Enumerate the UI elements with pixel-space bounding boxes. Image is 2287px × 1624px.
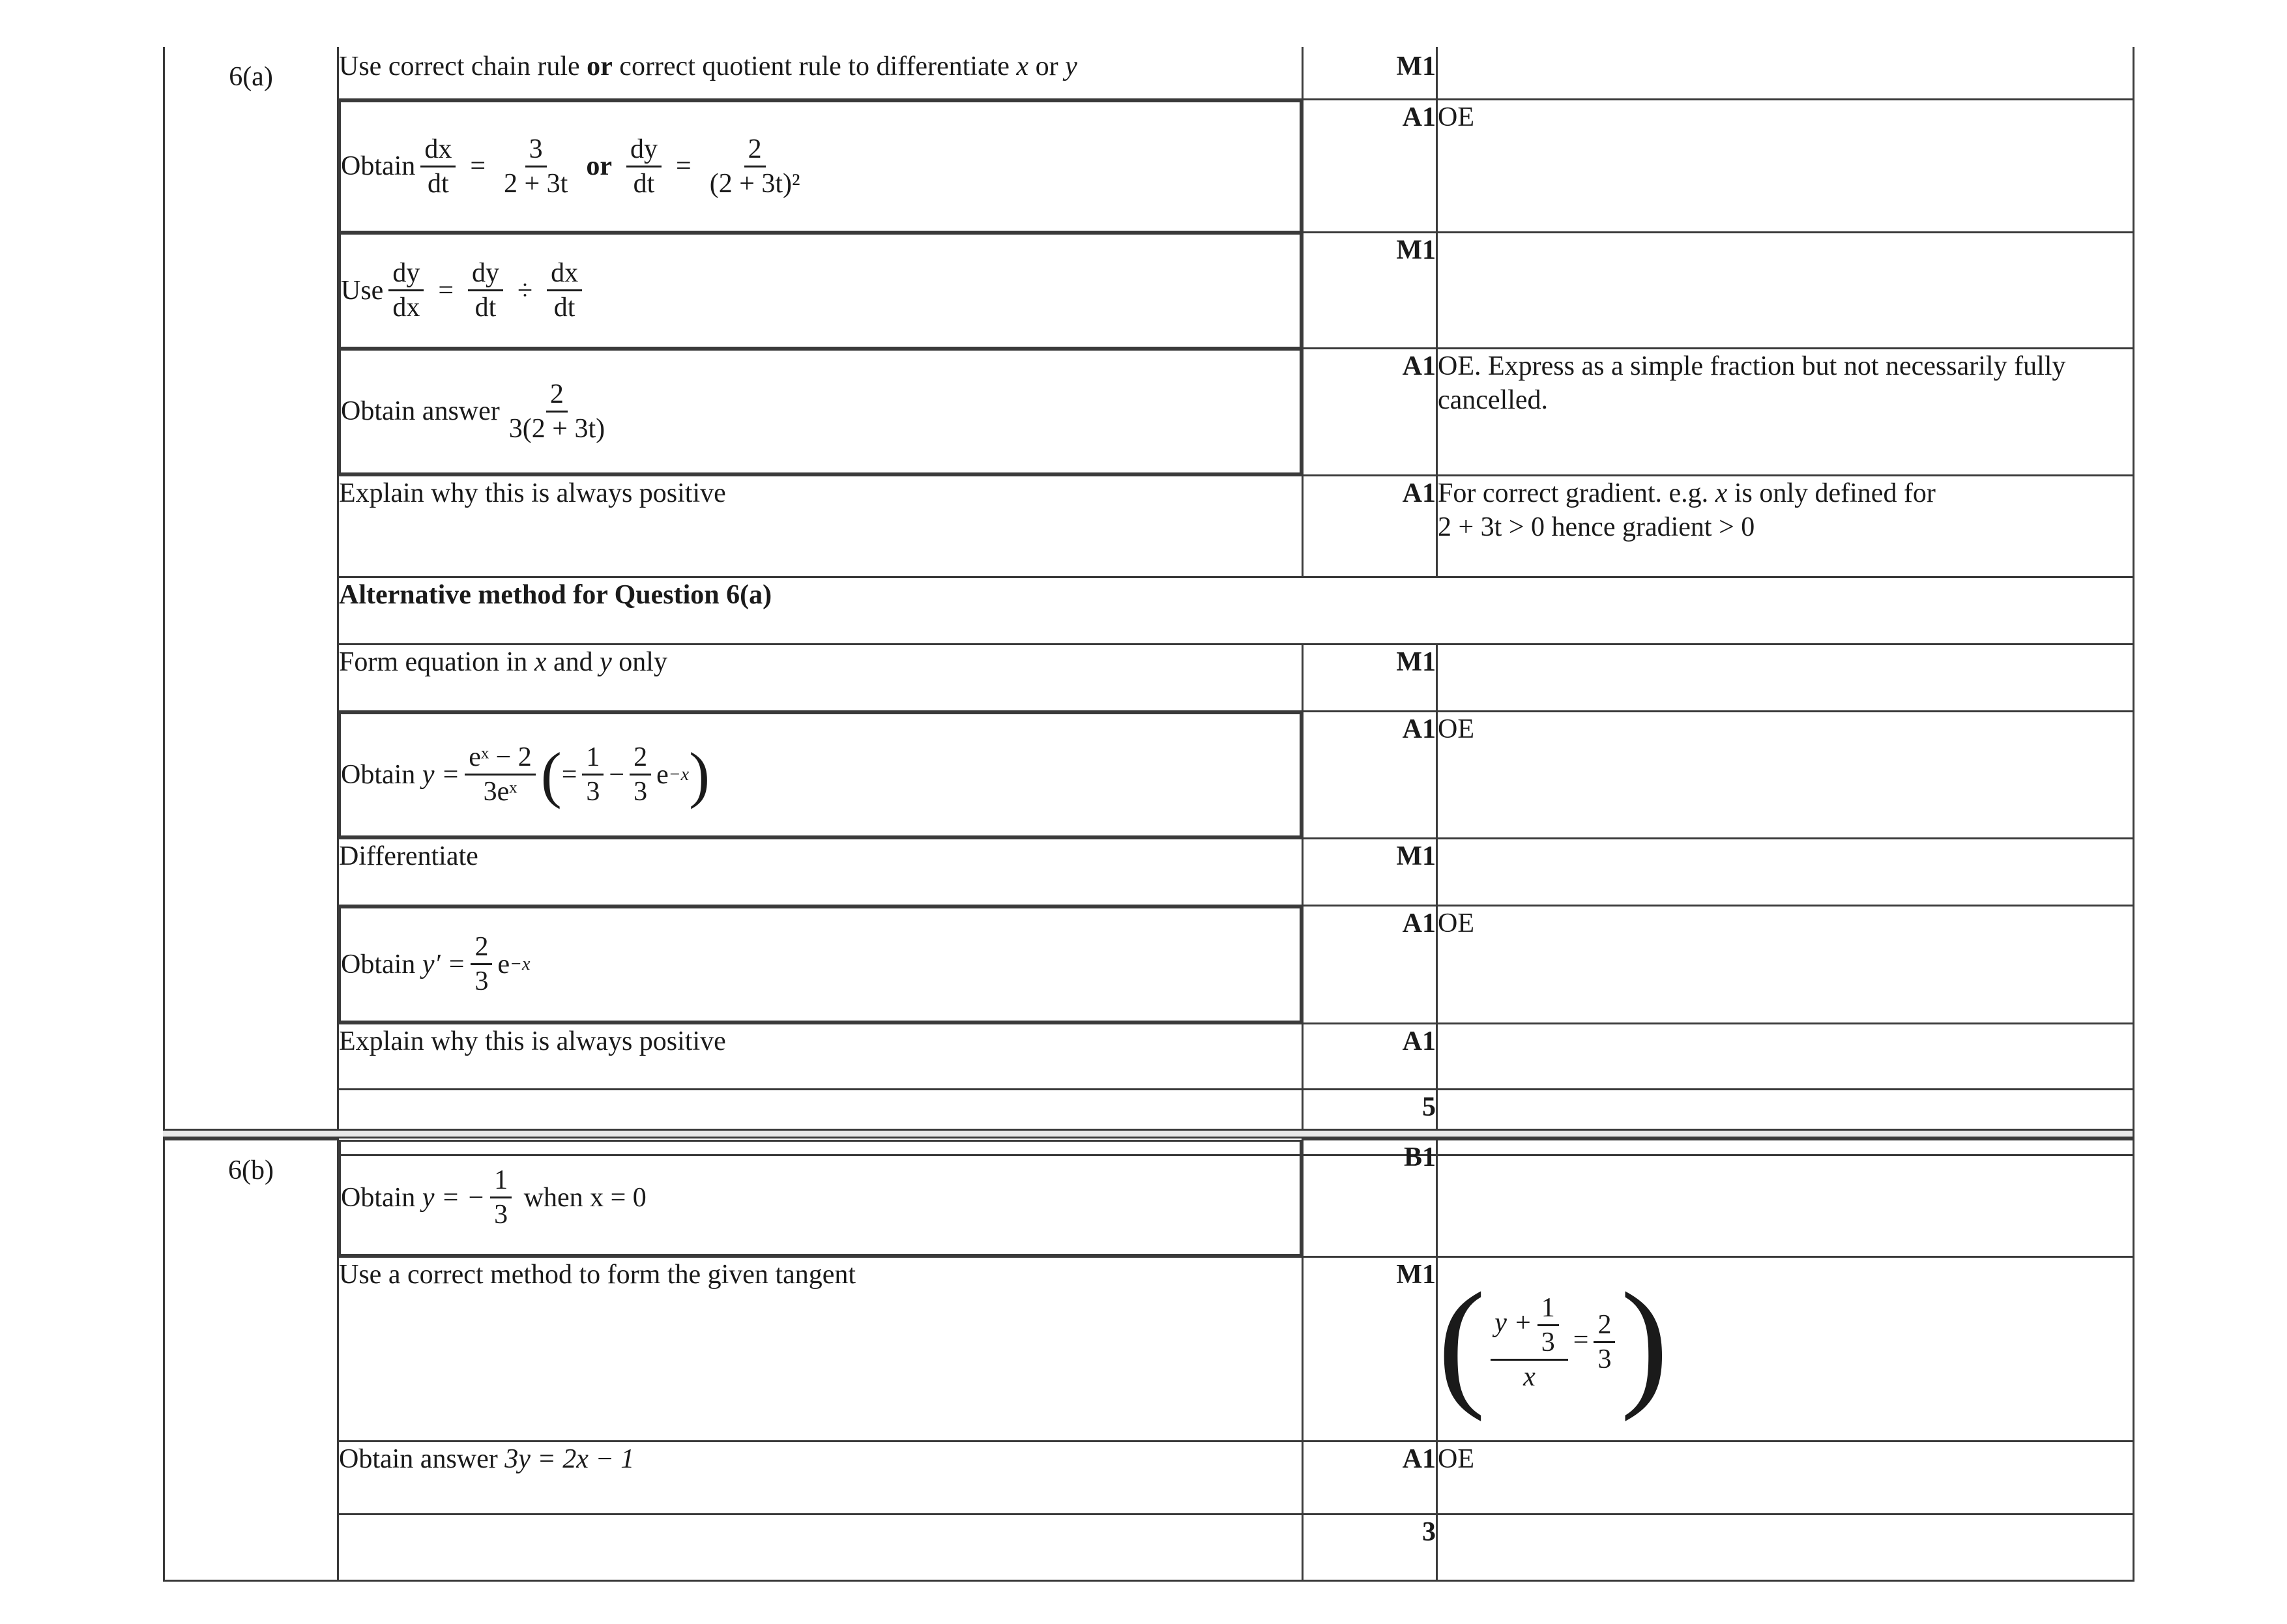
total-marks: 5 — [1303, 1089, 1437, 1155]
guidance-cell: OE — [1437, 1441, 2134, 1514]
table-row — [164, 1023, 2134, 1089]
guidance-cell — [1437, 1023, 2134, 1089]
fraction-2-over-squared: $\frac{2}{\text{(2 + 3t)²}}$ — [709, 134, 800, 199]
guidance-cell: OE — [1437, 99, 2134, 233]
mark-cell: A1 — [1303, 349, 1437, 476]
mark-cell: A1 — [1303, 905, 1437, 1023]
mark-cell: A1 — [1303, 1441, 1437, 1514]
table-row — [164, 711, 2134, 838]
mark-cell: M1 — [1303, 233, 1437, 349]
fraction-tangent-gradient: y + $\frac{1}{3}$ x — [1491, 1292, 1567, 1393]
mark-scheme-table-6b — [163, 1138, 2134, 1582]
question-separator — [163, 1129, 2133, 1138]
fraction-alt-y: $\frac{\text{eˣ − 2}}{\text{3eˣ}}$ — [465, 741, 535, 808]
working-cell — [338, 1514, 1303, 1580]
mark-cell: B1 — [1303, 1140, 1437, 1257]
working-cell: Obtain y′ = $\frac{2}{3}$ e −x — [339, 906, 1302, 1022]
table-row — [164, 1256, 2134, 1441]
table-row — [164, 1441, 2134, 1514]
fraction-3-over: $\frac{3}{2 + 3t}$ — [504, 134, 568, 199]
working-cell: Use a correct method to form the given tangent — [338, 1256, 1303, 1441]
mark-cell: M1 — [1303, 838, 1437, 905]
working-cell: Obtain answer 2 3(2 + 3t) — [339, 349, 1302, 474]
table-row — [164, 233, 2134, 349]
working-cell: Use correct chain rule or correct quotient rule to differentiate x or y — [338, 47, 1303, 99]
mark-cell: A1 — [1303, 1023, 1437, 1089]
mark-cell: A1 — [1303, 711, 1437, 838]
mark-cell: M1 — [1303, 47, 1437, 99]
question-label: 6(b) — [164, 1140, 338, 1581]
table-row — [164, 838, 2134, 905]
table-row — [164, 47, 2134, 99]
working-cell: Use $\frac{dy}{dx}$ = $\frac{dy}{dt}$ ÷ $\frac{dx}{dt}$ — [339, 233, 1302, 349]
alternative-method-heading: Alternative method for Question 6(a) — [338, 577, 2134, 644]
table-row — [164, 99, 2134, 233]
guidance-cell: For correct gradient. e.g. x is only defined for 2 + 3t > 0 hence gradient > 0 — [1437, 475, 2134, 577]
working-cell: Obtain y = − $\frac{1}{3}$ when x = 0 — [339, 1140, 1302, 1256]
guidance-cell — [1437, 1514, 2134, 1580]
fraction-dy-dt: $\frac{dy}{dt}$ — [626, 133, 662, 200]
guidance-cell: OE. Express as a simple fraction but not necessarily fully cancelled. — [1437, 349, 2134, 476]
working-cell: Explain why this is always positive — [338, 1023, 1303, 1089]
guidance-cell — [1437, 644, 2134, 711]
guidance-cell — [1437, 1140, 2134, 1257]
fraction-answer: 2 3(2 + 3t) — [508, 379, 605, 444]
fraction-dx-dt: $\frac{dx}{dt}$ — [547, 257, 582, 324]
guidance-cell: OE — [1437, 711, 2134, 838]
working-cell: Obtain y = $\frac{\text{eˣ − 2}}{\text{3eˣ}}$ ( = $\frac{1}{3}$ − $\frac{2}{3}$ e −x ) — [339, 712, 1302, 837]
guidance-cell — [1437, 233, 2134, 349]
fraction-two-thirds: $\frac{2}{3}$ — [630, 741, 651, 808]
working-cell: Form equation in x and y only — [338, 644, 1303, 711]
table-row — [164, 1140, 2134, 1257]
fraction-two-thirds: $\frac{2}{3}$ — [471, 931, 492, 998]
working-cell: Differentiate — [338, 838, 1303, 905]
table-row — [164, 644, 2134, 711]
table-row — [164, 349, 2134, 476]
fraction-one-third: $\frac{1}{3}$ — [490, 1164, 512, 1231]
working-cell: Obtain $\frac{dx}{dt}$ = $\frac{3}{2 + 3t}$ or $\frac{dy}{dt}$ = $\frac{2}{\text{(2 + 3t)²}}$ — [339, 100, 1302, 233]
working-cell: Explain why this is always positive — [338, 475, 1303, 577]
mark-scheme-table-6a — [163, 47, 2134, 1156]
mark-cell: A1 — [1303, 475, 1437, 577]
table-row — [164, 1514, 2134, 1580]
mark-cell: A1 — [1303, 99, 1437, 233]
fraction-dy-dt: $\frac{dy}{dt}$ — [468, 257, 503, 324]
mark-cell: M1 — [1303, 644, 1437, 711]
fraction-dy-dx: $\frac{dy}{dx}$ — [388, 257, 424, 324]
guidance-cell: ( y + $\frac{1}{3}$ x = $\frac{2}{3}$ ) — [1437, 1256, 2134, 1441]
guidance-cell — [1437, 47, 2134, 99]
mark-cell: M1 — [1303, 1256, 1437, 1441]
fraction-dx-dt: $\frac{dx}{dt}$ — [420, 133, 456, 200]
total-marks: 3 — [1303, 1514, 1437, 1580]
table-row — [164, 577, 2134, 644]
guidance-cell: OE — [1437, 905, 2134, 1023]
working-cell: Obtain answer 3y = 2x − 1 — [338, 1441, 1303, 1514]
question-label: 6(a) — [164, 47, 338, 1155]
fraction-one-third: $\frac{1}{3}$ — [582, 741, 604, 808]
table-row — [164, 475, 2134, 577]
guidance-cell — [1437, 838, 2134, 905]
fraction-two-thirds: $\frac{2}{3}$ — [1594, 1309, 1615, 1376]
table-row — [164, 905, 2134, 1023]
